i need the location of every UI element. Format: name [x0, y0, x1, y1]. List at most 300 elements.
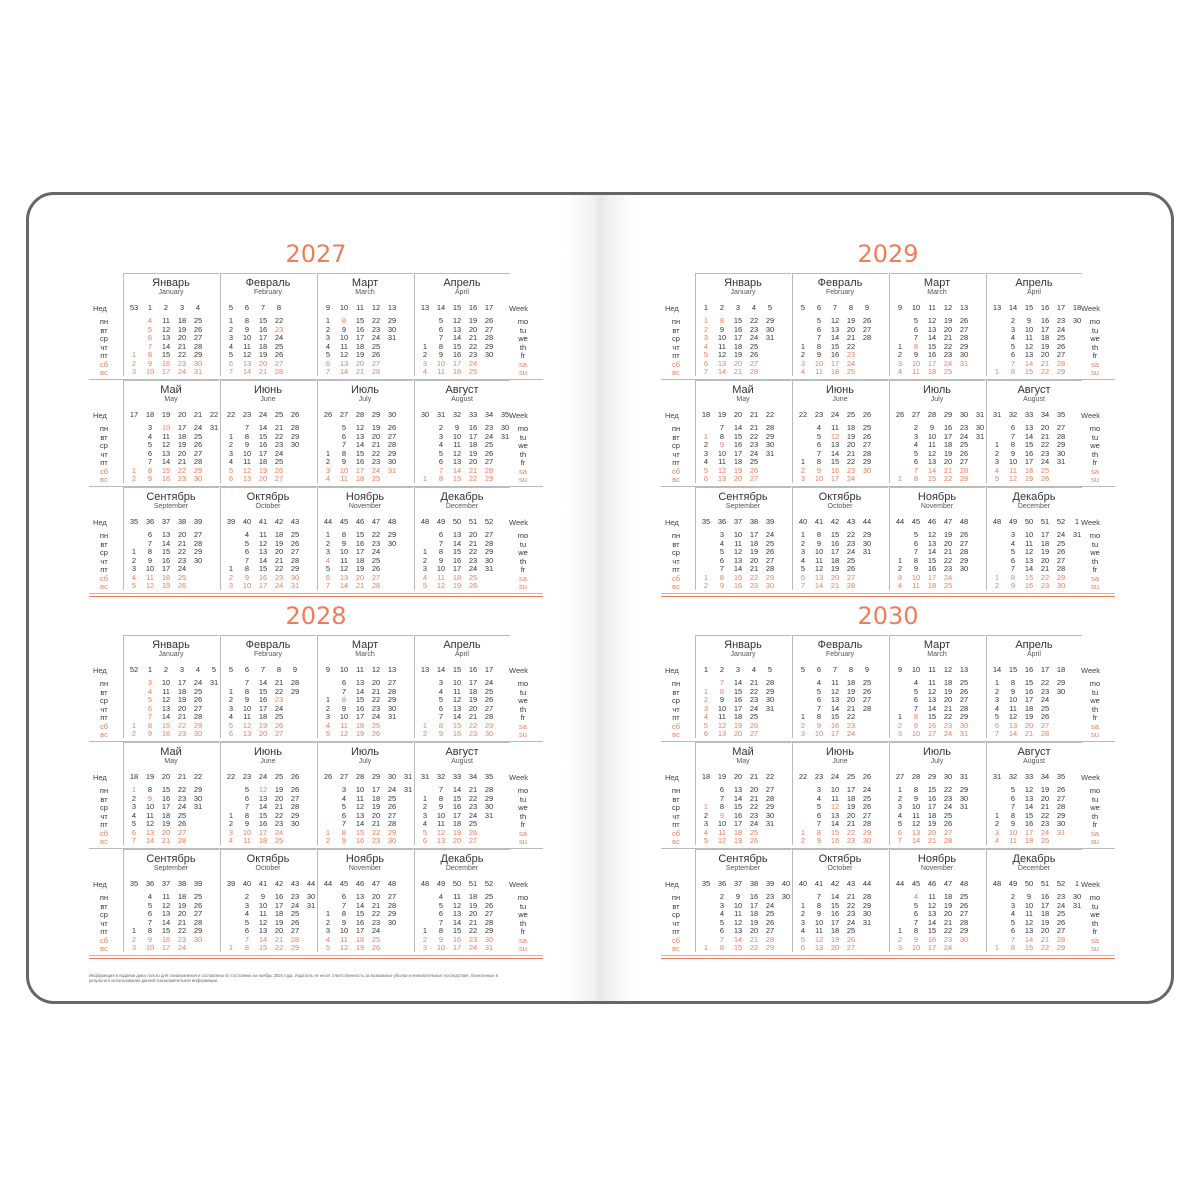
day-cell: 17 — [749, 900, 759, 910]
week-number: 1 — [1074, 879, 1080, 888]
day-cell: 12 — [814, 934, 824, 944]
day-cell: 3 — [994, 827, 1000, 837]
day-cell: 6 — [1010, 350, 1016, 359]
day-cell: 27 — [290, 547, 300, 556]
week-label: Нед — [93, 411, 107, 420]
day-cell: 6 — [816, 695, 822, 704]
day-cell: 14 — [830, 819, 840, 828]
day-cell: 1 — [131, 926, 137, 935]
day-cell: 1 — [325, 695, 331, 704]
day-cell: 25 — [846, 367, 856, 376]
day-cell: 17 — [943, 431, 953, 441]
day-cell: 14 — [1008, 729, 1018, 738]
week-number: 26 — [895, 410, 905, 419]
month-block — [986, 635, 1082, 742]
day-cell: 16 — [830, 350, 840, 359]
week-number: 52 — [1056, 517, 1066, 526]
day-cell: 15 — [161, 785, 171, 794]
day-cell: 20 — [177, 909, 187, 918]
day-cell: 12 — [258, 785, 268, 794]
day-cell: 29 — [484, 341, 494, 351]
day-cell: 5 — [244, 538, 250, 548]
day-cell: 28 — [765, 934, 775, 944]
day-cell: 21 — [1040, 934, 1050, 944]
week-number: 15 — [452, 665, 462, 674]
day-cell: 8 — [341, 448, 347, 458]
day-cell: 19 — [846, 316, 856, 325]
day-cell: 26 — [387, 423, 397, 432]
day-cell: 28 — [290, 678, 300, 687]
day-cell: 5 — [1010, 785, 1016, 794]
day-cell: 9 — [244, 324, 250, 334]
week-number: 8 — [848, 665, 854, 674]
day-cell: 15 — [258, 810, 268, 820]
day-cell: 2 — [994, 819, 1000, 828]
weekday-label: ср — [100, 696, 108, 705]
weekday-label: сб — [671, 359, 681, 369]
day-cell: 11 — [912, 367, 920, 376]
month-name: Август — [445, 746, 479, 758]
weekday-label: mo — [517, 893, 529, 902]
month-block — [986, 742, 1082, 849]
day-cell: 19 — [846, 802, 856, 811]
month-name: Июль — [922, 384, 952, 396]
day-cell: 13 — [161, 448, 171, 458]
weekday-label: вт — [100, 794, 108, 804]
day-cell: 8 — [147, 547, 153, 556]
day-cell: 9 — [438, 350, 444, 359]
week-number: 25 — [274, 772, 284, 781]
day-cell: 19 — [1024, 474, 1034, 483]
day-cell: 28 — [959, 333, 969, 342]
day-cell: 1 — [325, 827, 331, 837]
day-cell: 29 — [484, 474, 494, 483]
day-cell: 5 — [244, 785, 250, 794]
day-cell: 18 — [927, 367, 937, 376]
day-cell: 22 — [468, 474, 478, 483]
day-cell: 19 — [1040, 341, 1050, 351]
day-cell: 19 — [258, 465, 268, 475]
day-cell: 8 — [341, 695, 347, 704]
day-cell: 19 — [1040, 785, 1050, 794]
weekday-label: вт — [100, 325, 108, 335]
week-label: Нед — [665, 880, 679, 889]
day-cell: 8 — [147, 785, 153, 794]
day-cell: 4 — [719, 538, 725, 548]
day-cell: 3 — [703, 819, 709, 828]
week-number: 34 — [1040, 410, 1050, 419]
day-cell: 5 — [816, 316, 822, 325]
day-cell: 28 — [862, 703, 872, 713]
week-number: 28 — [355, 772, 365, 781]
day-cell: 28 — [371, 367, 381, 376]
day-cell: 21 — [943, 703, 953, 713]
month-block — [889, 380, 985, 487]
month-name-en: March — [355, 289, 375, 296]
day-cell: 17 — [274, 900, 284, 910]
week-number: 8 — [848, 303, 854, 312]
weekday-label: сб — [99, 721, 109, 731]
weekday-label: sa — [519, 466, 527, 476]
day-cell: 23 — [274, 572, 284, 582]
day-cell: 18 — [830, 926, 840, 935]
weekday-label: пт — [672, 927, 680, 936]
weekday-label: ср — [672, 334, 680, 343]
day-cell: 27 — [765, 785, 775, 794]
day-cell: 28 — [749, 367, 759, 376]
day-cell: 21 — [846, 892, 856, 901]
day-cell: 29 — [290, 431, 300, 441]
day-cell: 3 — [703, 703, 709, 713]
week-numbers — [892, 303, 984, 313]
day-cell: 26 — [765, 547, 775, 556]
day-cell: 12 — [452, 448, 462, 458]
day-cell: 10 — [911, 572, 921, 582]
day-cell: 13 — [452, 703, 462, 713]
week-number: 44 — [323, 517, 333, 526]
day-cell: 7 — [913, 917, 919, 927]
day-cell: 11 — [146, 572, 154, 582]
day-cell: 8 — [816, 712, 822, 721]
day-cell: 12 — [830, 686, 840, 696]
day-cell: 28 — [1056, 358, 1066, 368]
day-cell: 11 — [912, 581, 920, 590]
month-name-en: April — [454, 289, 469, 296]
day-cell: 19 — [749, 917, 759, 927]
day-cell: 17 — [355, 547, 365, 556]
day-cell: 30 — [193, 729, 203, 738]
day-cell: 25 — [468, 819, 478, 828]
day-cell: 15 — [452, 926, 462, 935]
day-cell: 11 — [734, 538, 742, 548]
day-cell: 10 — [355, 785, 365, 794]
day-cell: 11 — [815, 555, 823, 565]
week-numbers — [989, 303, 1081, 313]
day-cell: 19 — [468, 900, 478, 910]
weekday-label: we — [1090, 910, 1100, 919]
week-number: 35 — [1056, 772, 1066, 781]
day-cell: 31 — [765, 448, 775, 458]
week-numbers — [223, 303, 315, 313]
day-cell: 14 — [830, 892, 840, 901]
week-number: 3 — [735, 665, 741, 674]
day-cell: 13 — [1024, 423, 1034, 432]
day-cell: 22 — [749, 802, 759, 811]
day-cell: 7 — [244, 678, 250, 687]
day-cell: 23 — [765, 892, 775, 901]
week-number: 48 — [387, 517, 397, 526]
day-cell: 16 — [452, 934, 462, 944]
day-cell: 20 — [258, 729, 268, 738]
weekday-label: чт — [672, 811, 680, 821]
day-cell: 16 — [927, 350, 937, 359]
week-number: 45 — [339, 879, 349, 888]
week-numbers — [417, 772, 509, 782]
day-cell: 20 — [371, 892, 381, 901]
day-cell: 9 — [438, 729, 444, 738]
week-number: 51 — [468, 517, 478, 526]
day-cell: 23 — [177, 729, 187, 738]
day-cell: 18 — [943, 440, 953, 449]
day-cell: 6 — [341, 810, 347, 820]
week-number: 18 — [145, 410, 155, 419]
day-cell: 12 — [717, 465, 727, 475]
week-number: 35 — [701, 517, 711, 526]
day-cell: 14 — [1024, 358, 1034, 368]
weekday-label: вт — [100, 901, 108, 911]
day-cell: 29 — [193, 926, 203, 935]
month-name-en: August — [1023, 758, 1045, 765]
day-cell: 23 — [177, 474, 187, 483]
day-cell: 20 — [943, 457, 953, 466]
day-cell: 4 — [800, 926, 806, 935]
weekday-label: we — [518, 334, 528, 343]
day-cell: 26 — [749, 836, 759, 845]
day-cell: 21 — [943, 333, 953, 342]
day-cell: 4 — [816, 678, 822, 687]
year-title: 2028 — [285, 602, 347, 630]
week-number: 5 — [800, 665, 806, 674]
week-number: 34 — [468, 772, 478, 781]
day-cell: 13 — [161, 333, 171, 342]
week-number: 9 — [864, 665, 870, 674]
day-cell: 7 — [816, 892, 822, 901]
weekday-label: tu — [519, 539, 527, 549]
day-cell: 27 — [387, 892, 397, 901]
day-cell: 6 — [800, 572, 806, 582]
day-cell: 15 — [452, 720, 462, 730]
day-cell: 2 — [244, 892, 250, 901]
weekday-label: we — [1090, 696, 1100, 705]
day-cell: 10 — [242, 448, 252, 458]
day-cell: 22 — [274, 686, 284, 696]
day-cell: 6 — [703, 358, 709, 368]
day-cell: 12 — [830, 316, 840, 325]
day-cell: 21 — [258, 367, 268, 376]
day-cell: 13 — [145, 827, 155, 837]
month-name-en: July — [358, 758, 372, 765]
day-cell: 10 — [161, 423, 171, 432]
day-cell: 17 — [355, 926, 365, 935]
day-cell: 12 — [161, 900, 171, 910]
day-cell: 20 — [830, 943, 840, 952]
week-number: 33 — [1024, 772, 1034, 781]
week-numbers — [698, 517, 790, 527]
day-cell: 10 — [814, 474, 824, 483]
weekday-label: пт — [672, 565, 680, 574]
day-cell: 17 — [355, 465, 365, 475]
day-cell: 21 — [1040, 358, 1050, 368]
day-cell: 2 — [228, 819, 234, 828]
week-label: Нед — [665, 666, 679, 675]
day-cell: 19 — [733, 350, 743, 359]
day-cell: 7 — [244, 423, 250, 432]
day-cell: 6 — [438, 324, 444, 334]
day-cell: 22 — [943, 474, 953, 483]
day-cell: 3 — [325, 547, 331, 556]
day-cell: 21 — [749, 678, 759, 687]
month-name-en: July — [930, 758, 944, 765]
week-number: 2 — [163, 665, 169, 674]
day-cell: 17 — [161, 802, 171, 811]
day-cell: 9 — [244, 819, 250, 828]
week-number: 35 — [129, 879, 139, 888]
day-cell: 20 — [274, 793, 284, 803]
week-number: 35 — [500, 410, 510, 419]
day-cell: 14 — [927, 917, 937, 927]
weekday-label: th — [1091, 704, 1099, 714]
day-cell: 3 — [325, 465, 331, 475]
day-cell: 3 — [131, 564, 137, 573]
day-cell: 5 — [422, 827, 428, 837]
day-cell: 7 — [438, 917, 444, 927]
day-cell: 1 — [325, 530, 331, 539]
day-cell: 9 — [1010, 581, 1016, 590]
day-cell: 6 — [994, 720, 1000, 730]
day-cell: 18 — [1024, 465, 1034, 475]
day-cell: 11 — [243, 712, 251, 721]
day-cell: 12 — [1008, 474, 1018, 483]
week-label: Week — [1081, 304, 1101, 313]
day-cell: 24 — [1040, 827, 1050, 837]
day-cell: 27 — [371, 572, 381, 582]
day-cell: 29 — [765, 316, 775, 325]
day-cell: 6 — [244, 926, 250, 935]
day-cell: 9 — [341, 324, 347, 334]
day-cell: 27 — [387, 431, 397, 441]
day-cell: 18 — [258, 457, 268, 466]
day-cell: 15 — [830, 457, 840, 466]
day-cell: 24 — [943, 572, 953, 582]
week-number: 17 — [1056, 303, 1066, 312]
day-cell: 16 — [927, 720, 937, 730]
day-cell: 15 — [161, 350, 171, 359]
day-cell: 27 — [1056, 350, 1066, 359]
day-cell: 10 — [339, 926, 349, 935]
day-cell: 28 — [484, 917, 494, 927]
day-cell: 24 — [749, 819, 759, 828]
week-number: 18 — [129, 772, 139, 781]
weekday-label: сб — [671, 721, 681, 731]
month-name: Сентябрь — [146, 853, 196, 865]
week-number: 1 — [1074, 517, 1080, 526]
weekday-label: чт — [100, 556, 108, 566]
weekday-label: su — [519, 837, 527, 846]
week-number: 43 — [846, 517, 856, 526]
day-cell: 26 — [749, 465, 759, 475]
day-cell: 17 — [177, 678, 187, 687]
day-cell: 28 — [484, 333, 494, 342]
week-number: 47 — [371, 879, 381, 888]
day-cell: 3 — [800, 358, 806, 368]
day-cell: 30 — [765, 695, 775, 704]
weekday-label: we — [1090, 548, 1100, 557]
week-number: 18 — [1056, 665, 1066, 674]
page-fold — [566, 195, 636, 1001]
month-name: Май — [732, 746, 754, 758]
day-cell: 10 — [911, 943, 921, 952]
week-numbers — [126, 303, 218, 313]
weekday-label: вт — [672, 432, 680, 442]
day-cell: 20 — [733, 358, 743, 368]
weekday-label: чт — [672, 556, 680, 566]
day-cell: 2 — [228, 695, 234, 704]
day-cell: 22 — [371, 695, 381, 704]
day-cell: 8 — [438, 474, 444, 483]
day-cell: 22 — [749, 686, 759, 696]
day-cell: 11 — [928, 678, 936, 687]
day-cell: 28 — [862, 448, 872, 458]
day-cell: 20 — [468, 530, 478, 539]
day-cell: 18 — [177, 892, 187, 901]
day-cell: 21 — [943, 547, 953, 556]
week-numbers — [698, 410, 790, 420]
weekday-label: пн — [671, 531, 681, 540]
day-cell: 27 — [290, 926, 300, 935]
day-cell: 12 — [145, 581, 155, 590]
day-cell: 5 — [325, 729, 331, 738]
day-cell: 1 — [325, 909, 331, 918]
day-cell: 17 — [258, 703, 268, 713]
day-cell: 20 — [846, 440, 856, 449]
day-cell: 29 — [193, 547, 203, 556]
month-block — [792, 380, 888, 487]
day-cell: 1 — [228, 686, 234, 696]
day-cell: 15 — [452, 793, 462, 803]
month-name-en: December — [1017, 503, 1051, 510]
day-cell: 13 — [436, 836, 446, 845]
week-number: 7 — [260, 665, 266, 674]
day-cell: 2 — [131, 729, 137, 738]
day-cell: 3 — [800, 917, 806, 927]
day-cell: 12 — [927, 316, 937, 325]
month-name-en: August — [1023, 396, 1045, 403]
month-name-en: June — [832, 396, 848, 403]
day-cell: 1 — [422, 793, 428, 803]
weekday-label: вс — [672, 582, 680, 591]
month-name-en: October — [827, 503, 853, 510]
day-cell: 19 — [371, 802, 381, 811]
day-cell: 14 — [258, 934, 268, 944]
weekday-label: fr — [1092, 458, 1098, 467]
day-cell: 16 — [1024, 819, 1034, 828]
day-cell: 12 — [911, 819, 921, 828]
day-cell: 19 — [161, 581, 171, 590]
day-cell: 4 — [325, 474, 331, 483]
day-cell: 13 — [830, 324, 840, 334]
day-cell: 6 — [816, 810, 822, 820]
day-cell: 18 — [846, 678, 856, 687]
day-cell: 24 — [846, 917, 856, 927]
day-cell: 14 — [452, 538, 462, 548]
weekday-label: tu — [1091, 794, 1099, 804]
day-cell: 10 — [1024, 324, 1034, 334]
day-cell: 14 — [161, 457, 171, 466]
day-cell: 15 — [452, 547, 462, 556]
day-cell: 31 — [484, 810, 494, 820]
day-cell: 18 — [177, 431, 187, 441]
week-number: 25 — [846, 410, 856, 419]
day-cell: 15 — [1024, 367, 1034, 376]
day-cell: 14 — [814, 581, 824, 590]
month-name: Август — [445, 384, 479, 396]
week-number: 3 — [735, 303, 741, 312]
week-number: 5 — [800, 303, 806, 312]
day-cell: 18 — [749, 538, 759, 548]
week-numbers — [892, 410, 984, 420]
day-cell: 19 — [452, 827, 462, 837]
day-cell: 17 — [927, 572, 937, 582]
